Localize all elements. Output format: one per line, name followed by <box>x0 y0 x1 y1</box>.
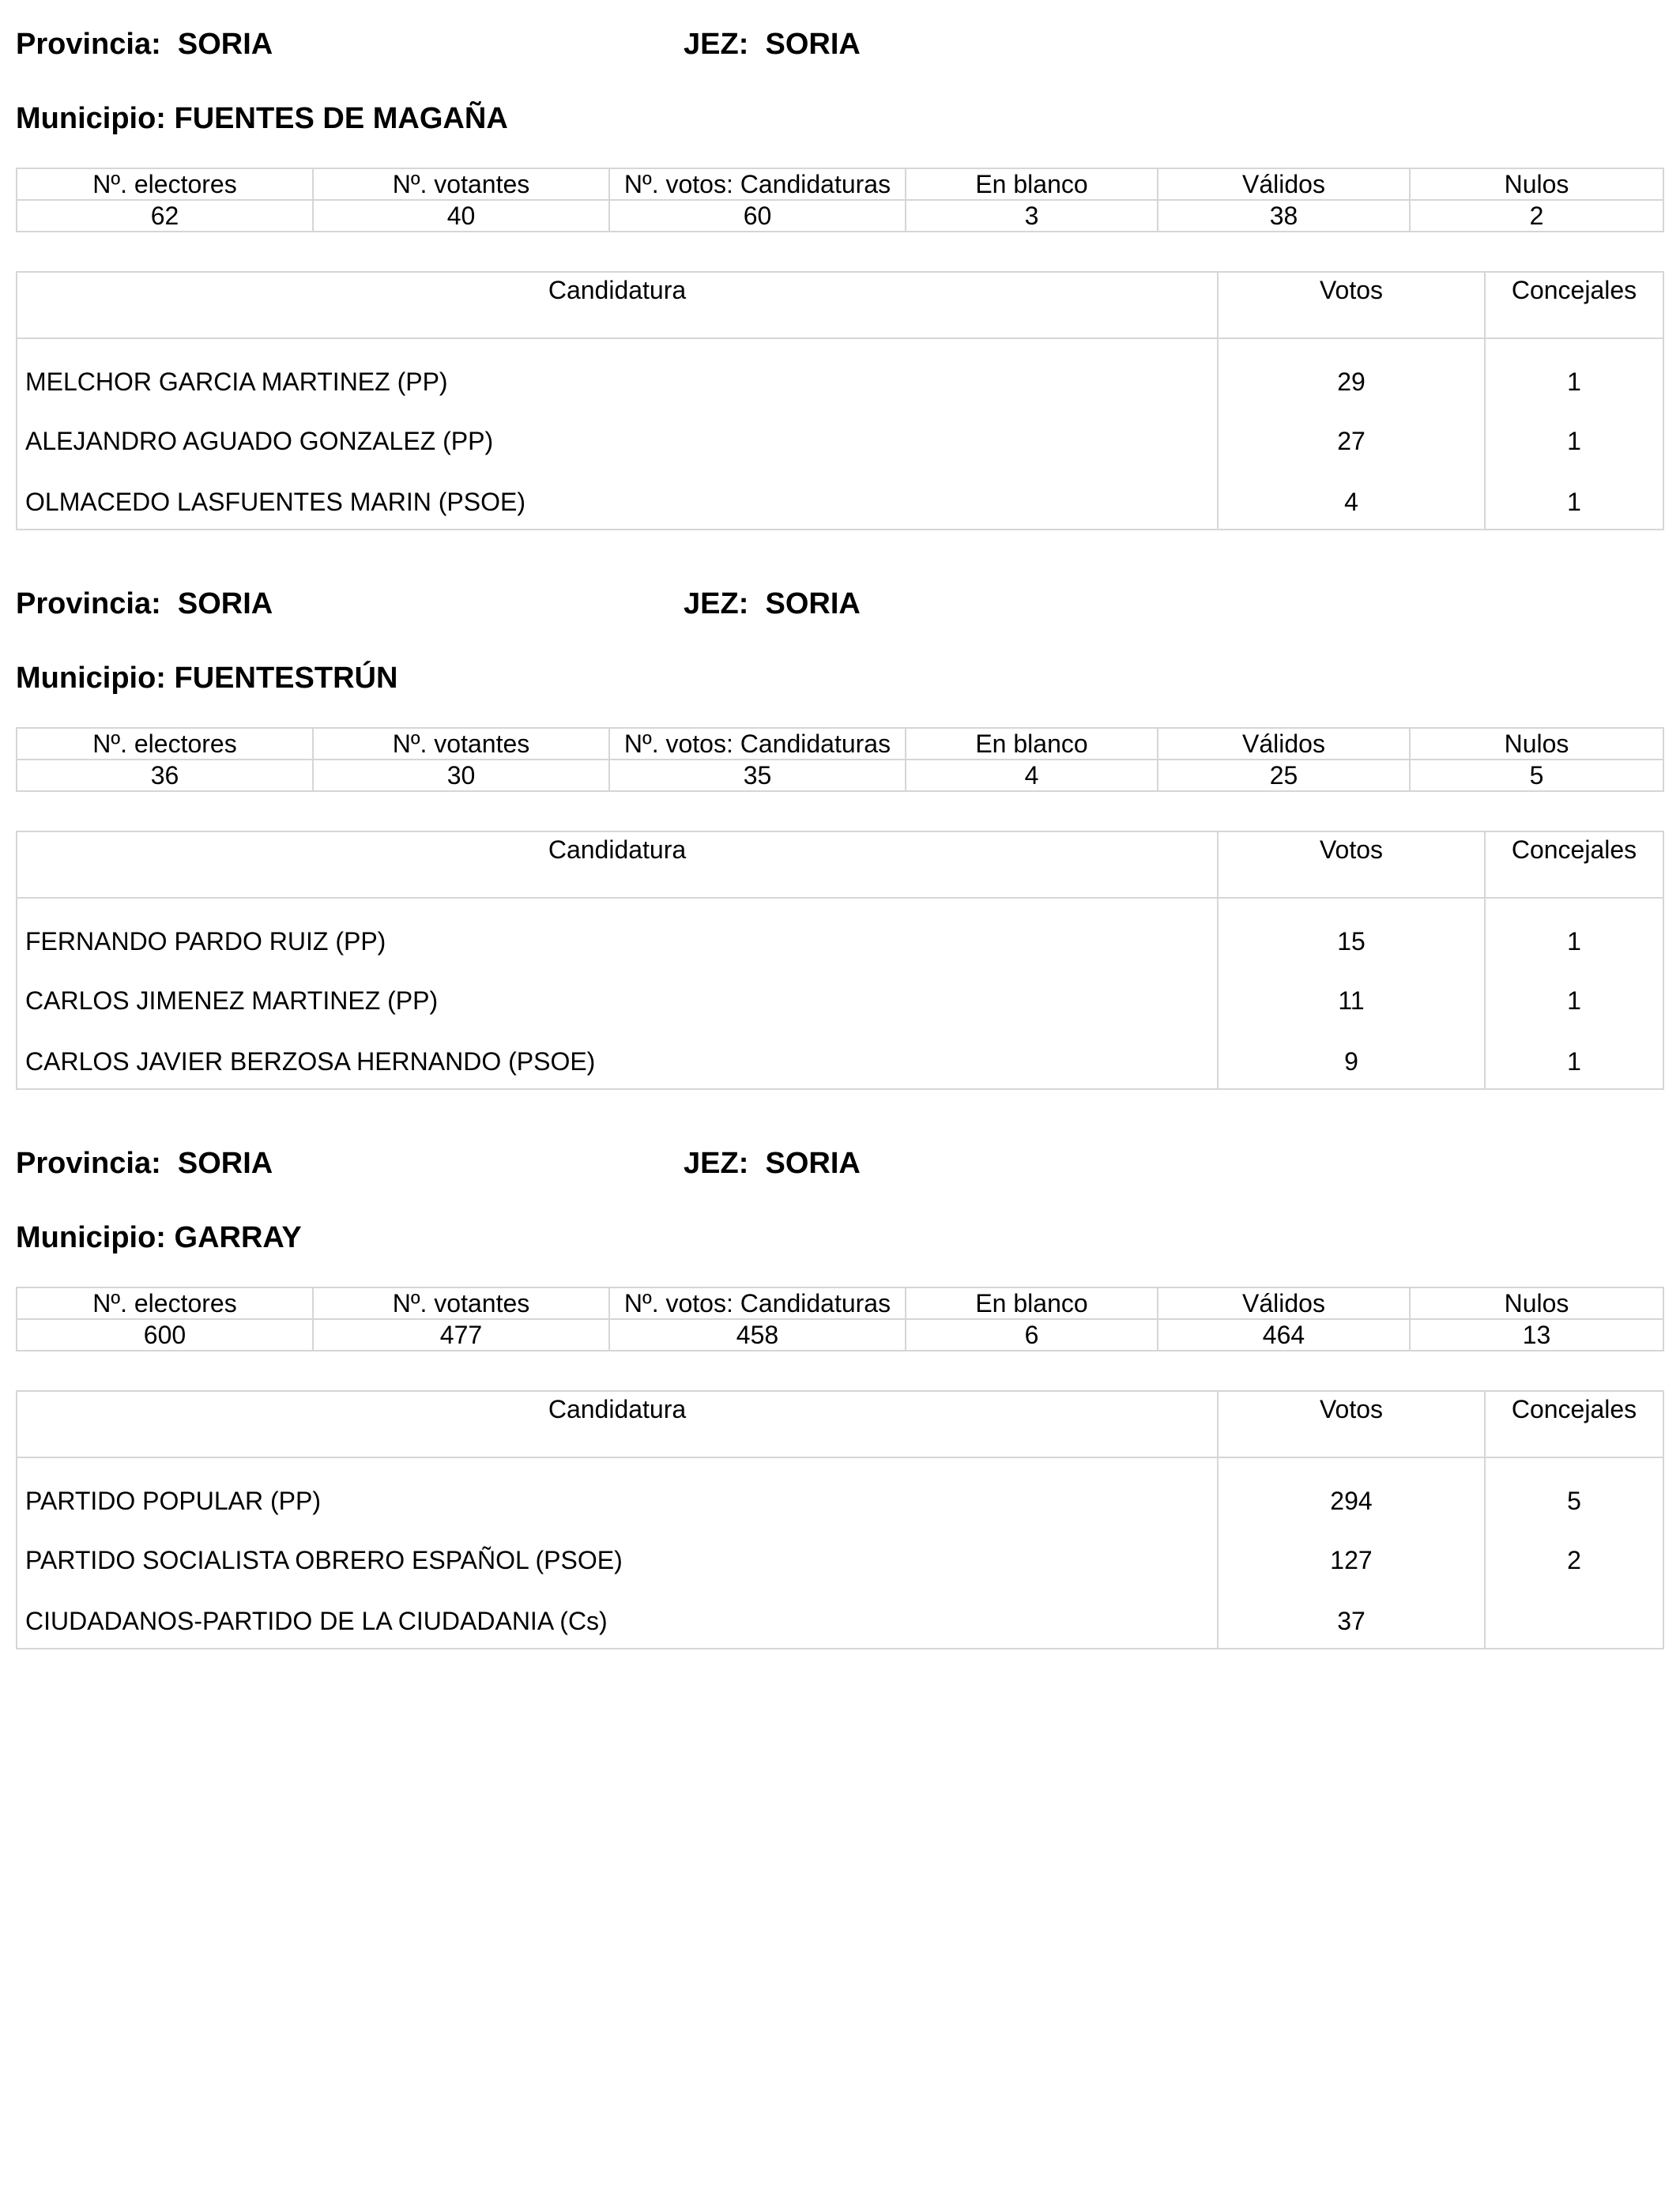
candidate-name: CIUDADANOS-PARTIDO DE LA CIUDADANIA (Cs) <box>17 1594 1218 1649</box>
candidates-header-row <box>17 831 1663 898</box>
candidate-concejales: 1 <box>1485 1035 1663 1089</box>
jez-value: SORIA <box>765 1147 861 1180</box>
candidatura-header: Candidatura <box>17 272 1218 338</box>
stats-header: Válidos <box>1158 1287 1410 1319</box>
candidates-header-row <box>17 1391 1663 1457</box>
concejales-header: Concejales <box>1485 272 1663 338</box>
stats-value: 25 <box>1158 760 1410 791</box>
stats-header: Nº. electores <box>17 728 313 760</box>
stats-value: 477 <box>313 1319 609 1351</box>
candidate-votos: 11 <box>1218 967 1485 1035</box>
candidate-concejales: 2 <box>1485 1526 1663 1594</box>
stats-header: Nº. votos: Candidaturas <box>609 1287 906 1319</box>
stats-header: Nº. votantes <box>313 728 609 760</box>
candidate-votos: 4 <box>1218 475 1485 530</box>
provincia-label: Provincia: <box>16 28 161 61</box>
candidate-row <box>17 967 1663 1035</box>
stats-header: Nº. votantes <box>313 1287 609 1319</box>
candidate-name: FERNANDO PARDO RUIZ (PP) <box>17 898 1218 967</box>
candidates-table <box>16 1390 1664 1649</box>
votos-header: Votos <box>1218 1391 1485 1457</box>
stats-value: 458 <box>609 1319 906 1351</box>
candidate-name: ALEJANDRO AGUADO GONZALEZ (PP) <box>17 407 1218 475</box>
provincia-heading <box>16 586 273 621</box>
provincia-value: SORIA <box>177 1147 273 1180</box>
stats-value-row <box>17 1319 1663 1351</box>
candidate-concejales: 1 <box>1485 898 1663 967</box>
stats-table <box>16 168 1664 232</box>
stats-header: Nº. votantes <box>313 168 609 200</box>
candidate-votos: 127 <box>1218 1526 1485 1594</box>
stats-value-row <box>17 200 1663 232</box>
stats-value: 2 <box>1410 200 1663 232</box>
candidate-name: OLMACEDO LASFUENTES MARIN (PSOE) <box>17 475 1218 530</box>
municipio-heading <box>16 661 397 696</box>
candidates-header-row <box>17 272 1663 338</box>
provincia-value: SORIA <box>177 587 273 620</box>
votos-header: Votos <box>1218 272 1485 338</box>
stats-value-row <box>17 760 1663 791</box>
jez-heading <box>684 1146 861 1181</box>
candidatura-header: Candidatura <box>17 831 1218 898</box>
municipality-block <box>16 0 1663 522</box>
candidate-concejales: 1 <box>1485 338 1663 407</box>
stats-header-row <box>17 1287 1663 1319</box>
stats-value: 40 <box>313 200 609 232</box>
jez-value: SORIA <box>765 587 861 620</box>
jez-label: JEZ: <box>684 1147 749 1180</box>
provincia-heading <box>16 27 273 62</box>
candidate-row <box>17 407 1663 475</box>
candidate-row <box>17 1035 1663 1089</box>
candidate-votos: 15 <box>1218 898 1485 967</box>
stats-header: En blanco <box>906 728 1158 760</box>
stats-value: 30 <box>313 760 609 791</box>
candidatura-header: Candidatura <box>17 1391 1218 1457</box>
stats-header: Válidos <box>1158 168 1410 200</box>
candidate-votos: 9 <box>1218 1035 1485 1089</box>
jez-label: JEZ: <box>684 587 749 620</box>
candidate-row <box>17 1457 1663 1526</box>
candidate-concejales: 5 <box>1485 1457 1663 1526</box>
jez-heading <box>684 27 861 62</box>
stats-header: Nulos <box>1410 728 1663 760</box>
candidate-votos: 27 <box>1218 407 1485 475</box>
municipio-heading <box>16 101 508 136</box>
jez-label: JEZ: <box>684 28 749 61</box>
municipio-label: Municipio: <box>16 102 166 135</box>
municipality-block <box>16 1119 1663 1641</box>
stats-value: 4 <box>906 760 1158 791</box>
candidate-name: PARTIDO POPULAR (PP) <box>17 1457 1218 1526</box>
candidate-votos: 37 <box>1218 1594 1485 1649</box>
stats-header: En blanco <box>906 1287 1158 1319</box>
stats-value: 5 <box>1410 760 1663 791</box>
candidate-concejales <box>1485 1594 1663 1649</box>
provincia-heading <box>16 1146 273 1181</box>
stats-header-row <box>17 728 1663 760</box>
stats-value: 464 <box>1158 1319 1410 1351</box>
stats-value: 13 <box>1410 1319 1663 1351</box>
stats-value: 62 <box>17 200 313 232</box>
stats-table <box>16 727 1664 792</box>
candidate-row <box>17 1526 1663 1594</box>
candidate-votos: 294 <box>1218 1457 1485 1526</box>
stats-value: 60 <box>609 200 906 232</box>
municipio-value: FUENTES DE MAGAÑA <box>174 102 508 135</box>
candidate-row <box>17 338 1663 407</box>
stats-header: Nulos <box>1410 168 1663 200</box>
municipio-label: Municipio: <box>16 1221 166 1254</box>
candidate-row <box>17 1594 1663 1649</box>
candidate-row <box>17 898 1663 967</box>
candidate-name: MELCHOR GARCIA MARTINEZ (PP) <box>17 338 1218 407</box>
stats-value: 35 <box>609 760 906 791</box>
stats-header: Nº. electores <box>17 168 313 200</box>
stats-header: Nº. votos: Candidaturas <box>609 168 906 200</box>
jez-heading <box>684 586 861 621</box>
stats-header: Válidos <box>1158 728 1410 760</box>
provincia-value: SORIA <box>177 28 273 61</box>
municipio-heading <box>16 1220 302 1255</box>
stats-header: En blanco <box>906 168 1158 200</box>
municipio-label: Municipio: <box>16 662 166 695</box>
jez-value: SORIA <box>765 28 861 61</box>
stats-value: 36 <box>17 760 313 791</box>
candidate-name: PARTIDO SOCIALISTA OBRERO ESPAÑOL (PSOE) <box>17 1526 1218 1594</box>
provincia-label: Provincia: <box>16 1147 161 1180</box>
stats-table <box>16 1287 1664 1351</box>
candidates-table <box>16 831 1664 1090</box>
candidate-name: CARLOS JAVIER BERZOSA HERNANDO (PSOE) <box>17 1035 1218 1089</box>
stats-value: 600 <box>17 1319 313 1351</box>
municipio-value: FUENTESTRÚN <box>174 662 398 695</box>
stats-header-row <box>17 168 1663 200</box>
stats-value: 3 <box>906 200 1158 232</box>
municipality-block <box>16 560 1663 1081</box>
stats-header: Nulos <box>1410 1287 1663 1319</box>
candidate-concejales: 1 <box>1485 407 1663 475</box>
candidate-votos: 29 <box>1218 338 1485 407</box>
stats-header: Nº. votos: Candidaturas <box>609 728 906 760</box>
candidate-name: CARLOS JIMENEZ MARTINEZ (PP) <box>17 967 1218 1035</box>
candidates-table <box>16 271 1664 530</box>
candidate-concejales: 1 <box>1485 967 1663 1035</box>
municipio-value: GARRAY <box>174 1221 302 1254</box>
provincia-label: Provincia: <box>16 587 161 620</box>
stats-value: 6 <box>906 1319 1158 1351</box>
stats-value: 38 <box>1158 200 1410 232</box>
candidate-row <box>17 475 1663 530</box>
votos-header: Votos <box>1218 831 1485 898</box>
concejales-header: Concejales <box>1485 831 1663 898</box>
candidate-concejales: 1 <box>1485 475 1663 530</box>
stats-header: Nº. electores <box>17 1287 313 1319</box>
concejales-header: Concejales <box>1485 1391 1663 1457</box>
